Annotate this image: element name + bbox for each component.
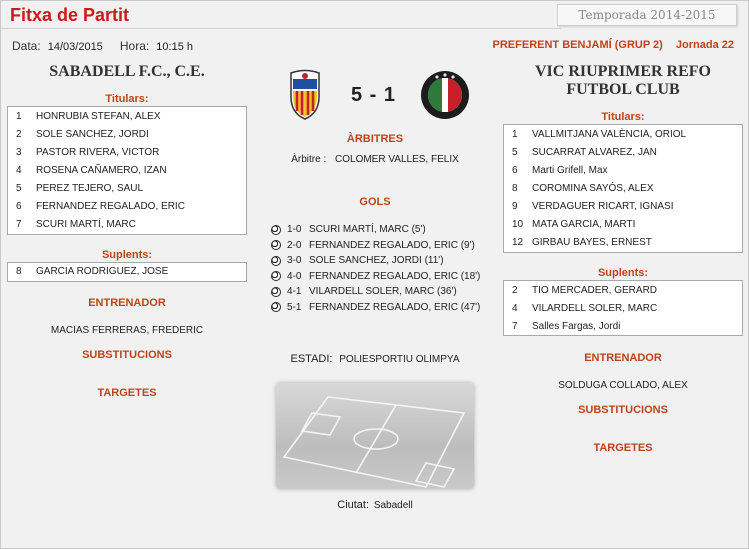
soccer-ball-icon bbox=[271, 256, 281, 266]
stadium-name: POLIESPORTIU OLIMPYA bbox=[339, 354, 460, 365]
soccer-ball-icon bbox=[271, 240, 281, 250]
away-team-name-line2: FUTBOL CLUB bbox=[566, 81, 680, 98]
referees-heading: ÀRBITRES bbox=[346, 133, 404, 145]
city-label: Ciutat: bbox=[337, 499, 370, 511]
goal-score: 3-0 bbox=[287, 255, 302, 266]
player-row bbox=[8, 108, 246, 126]
stadium-label: ESTADI: bbox=[290, 353, 333, 365]
player-number: 7 bbox=[16, 219, 22, 230]
player-name: COROMINA SAYÓS, ALEX bbox=[532, 183, 654, 194]
home-substitutions-heading: SUBSTITUCIONS bbox=[82, 349, 172, 361]
goal-scorer: FERNANDEZ REGALADO, ERIC (9') bbox=[309, 239, 475, 251]
match-date: 14/03/2015 bbox=[47, 41, 103, 53]
season-badge: Temporada 2014-2015 bbox=[557, 4, 737, 26]
player-name: SUCARRAT ALVAREZ, JAN bbox=[532, 147, 657, 158]
referee-line bbox=[275, 154, 475, 165]
match-score: 5 - 1 bbox=[351, 84, 397, 106]
soccer-ball-icon bbox=[271, 225, 281, 235]
player-row bbox=[8, 216, 246, 234]
player-row bbox=[8, 162, 246, 180]
player-name: GIRBAU BAYES, ERNEST bbox=[532, 237, 652, 248]
player-name: TIO MERCADER, GERARD bbox=[532, 285, 658, 296]
player-number: 8 bbox=[512, 183, 518, 194]
player-number: 6 bbox=[16, 201, 22, 212]
soccer-ball-icon bbox=[271, 287, 281, 297]
goal-scorer: VILARDELL SOLER, MARC (36') bbox=[309, 286, 457, 297]
player-row bbox=[504, 162, 742, 180]
goal-row bbox=[271, 269, 481, 285]
player-row bbox=[504, 300, 742, 318]
player-row bbox=[8, 198, 246, 216]
goal-score: 4-0 bbox=[287, 270, 302, 282]
away-substitutions-heading: SUBSTITUCIONS bbox=[578, 404, 668, 416]
goals-list bbox=[271, 222, 481, 315]
player-name: Salles Fargas, Jordi bbox=[532, 321, 621, 332]
sabadell-crest-icon bbox=[277, 67, 333, 123]
stadium-line bbox=[275, 353, 475, 365]
player-number: 6 bbox=[512, 165, 518, 176]
player-number: 2 bbox=[512, 285, 518, 296]
goals-heading: GOLS bbox=[359, 196, 391, 208]
player-number: 5 bbox=[16, 183, 22, 194]
player-name: PASTOR RIVERA, VICTOR bbox=[36, 147, 160, 158]
competition-info bbox=[493, 39, 734, 51]
player-number: 12 bbox=[512, 237, 524, 248]
player-row bbox=[504, 318, 742, 336]
player-name: SOLE SANCHEZ, JORDI bbox=[36, 129, 149, 140]
player-name: HONRUBIA STEFAN, ALEX bbox=[36, 111, 161, 122]
competition-name: PREFERENT BENJAMÍ (GRUP 2) bbox=[492, 39, 663, 51]
player-name: VERDAGUER RICART, IGNASI bbox=[532, 201, 674, 212]
player-row bbox=[504, 126, 742, 144]
goal-score: 1-0 bbox=[287, 224, 302, 235]
date-time-line bbox=[12, 39, 193, 53]
player-number: 1 bbox=[16, 111, 22, 122]
player-name: SCURI MARTÍ, MARC bbox=[36, 219, 136, 230]
soccer-ball-icon bbox=[271, 302, 281, 312]
player-name: GARCIA RODRIGUEZ, JOSE bbox=[36, 266, 169, 277]
away-starters-list bbox=[503, 124, 743, 253]
player-name: MATA GARCIA, MARTI bbox=[532, 219, 636, 230]
player-number: 7 bbox=[512, 321, 518, 332]
goal-row bbox=[271, 253, 481, 269]
away-subs-list bbox=[503, 280, 743, 336]
player-number: 1 bbox=[512, 129, 518, 140]
city-name: Sabadell bbox=[373, 500, 413, 511]
goal-row bbox=[271, 222, 481, 238]
home-starters-list bbox=[7, 106, 247, 235]
player-number: 10 bbox=[512, 219, 524, 230]
player-name: PEREZ TEJERO, SAUL bbox=[36, 183, 144, 194]
player-number: 2 bbox=[16, 129, 22, 140]
away-team-name bbox=[503, 63, 743, 99]
goal-score: 4-1 bbox=[287, 286, 302, 297]
match-time: 10:15 h bbox=[156, 41, 193, 53]
goal-row bbox=[271, 300, 481, 316]
player-row bbox=[504, 180, 742, 198]
player-name: ROSENA CAÑAMERO, IZAN bbox=[36, 165, 167, 176]
player-number: 5 bbox=[512, 147, 518, 158]
title-divider bbox=[1, 28, 561, 29]
goal-score: 2-0 bbox=[287, 239, 302, 251]
player-row bbox=[8, 263, 246, 281]
away-coach: SOLDUGA COLLADO, ALEX bbox=[558, 380, 688, 391]
player-row bbox=[8, 144, 246, 162]
date-label: Data: bbox=[12, 39, 41, 53]
referee-name: COLOMER VALLES, FELIX bbox=[335, 154, 459, 165]
player-name: FERNANDEZ REGALADO, ERIC bbox=[36, 201, 185, 212]
player-row bbox=[8, 126, 246, 144]
away-cards-heading: TARGETES bbox=[593, 442, 653, 454]
vic-riuprimer-crest-icon bbox=[417, 67, 473, 123]
goal-scorer: SCURI MARTÍ, MARC (5') bbox=[309, 224, 426, 235]
goal-scorer: SOLE SANCHEZ, JORDI (11') bbox=[309, 255, 444, 266]
home-starters-heading: Titulars: bbox=[105, 93, 149, 105]
round-label: Jornada 22 bbox=[675, 39, 734, 51]
time-label: Hora: bbox=[119, 39, 150, 53]
player-number: 9 bbox=[512, 201, 518, 212]
home-coach-heading: ENTRENADOR bbox=[88, 297, 166, 309]
referee-label: Àrbitre : bbox=[291, 154, 327, 165]
player-row bbox=[8, 180, 246, 198]
home-subs-list bbox=[7, 262, 247, 282]
away-team-name-line1: VIC RIUPRIMER REFO bbox=[535, 63, 711, 80]
goal-row bbox=[271, 238, 481, 254]
goal-row bbox=[271, 284, 481, 300]
home-cards-heading: TARGETES bbox=[97, 387, 157, 399]
page-title: Fitxa de Partit bbox=[10, 5, 130, 25]
player-row bbox=[504, 282, 742, 300]
player-row bbox=[504, 144, 742, 162]
player-number: 3 bbox=[16, 147, 22, 158]
home-team-name: SABADELL F.C., C.E. bbox=[49, 63, 205, 80]
player-number: 8 bbox=[16, 266, 22, 277]
player-number: 4 bbox=[16, 165, 22, 176]
home-subs-heading: Suplents: bbox=[101, 249, 153, 261]
player-number: 4 bbox=[512, 303, 518, 314]
player-name: VALLMITJANA VALÈNCIA, ORIOL bbox=[532, 129, 687, 140]
player-row bbox=[504, 234, 742, 252]
away-coach-heading: ENTRENADOR bbox=[584, 352, 662, 364]
player-name: VILARDELL SOLER, MARC bbox=[532, 303, 658, 314]
player-row bbox=[504, 216, 742, 234]
home-coach: MACIAS FERRERAS, FREDERIC bbox=[50, 325, 204, 336]
soccer-ball-icon bbox=[271, 271, 281, 281]
football-pitch-image bbox=[276, 383, 474, 489]
player-row bbox=[504, 198, 742, 216]
goal-scorer: FERNANDEZ REGALADO, ERIC (47') bbox=[309, 301, 481, 313]
player-name: Marti Grifell, Max bbox=[532, 165, 608, 176]
goal-scorer: FERNANDEZ REGALADO, ERIC (18') bbox=[309, 270, 481, 282]
city-line bbox=[275, 499, 475, 511]
away-subs-heading: Suplents: bbox=[597, 267, 649, 279]
goal-score: 5-1 bbox=[287, 301, 302, 313]
away-starters-heading: Titulars: bbox=[601, 111, 645, 123]
